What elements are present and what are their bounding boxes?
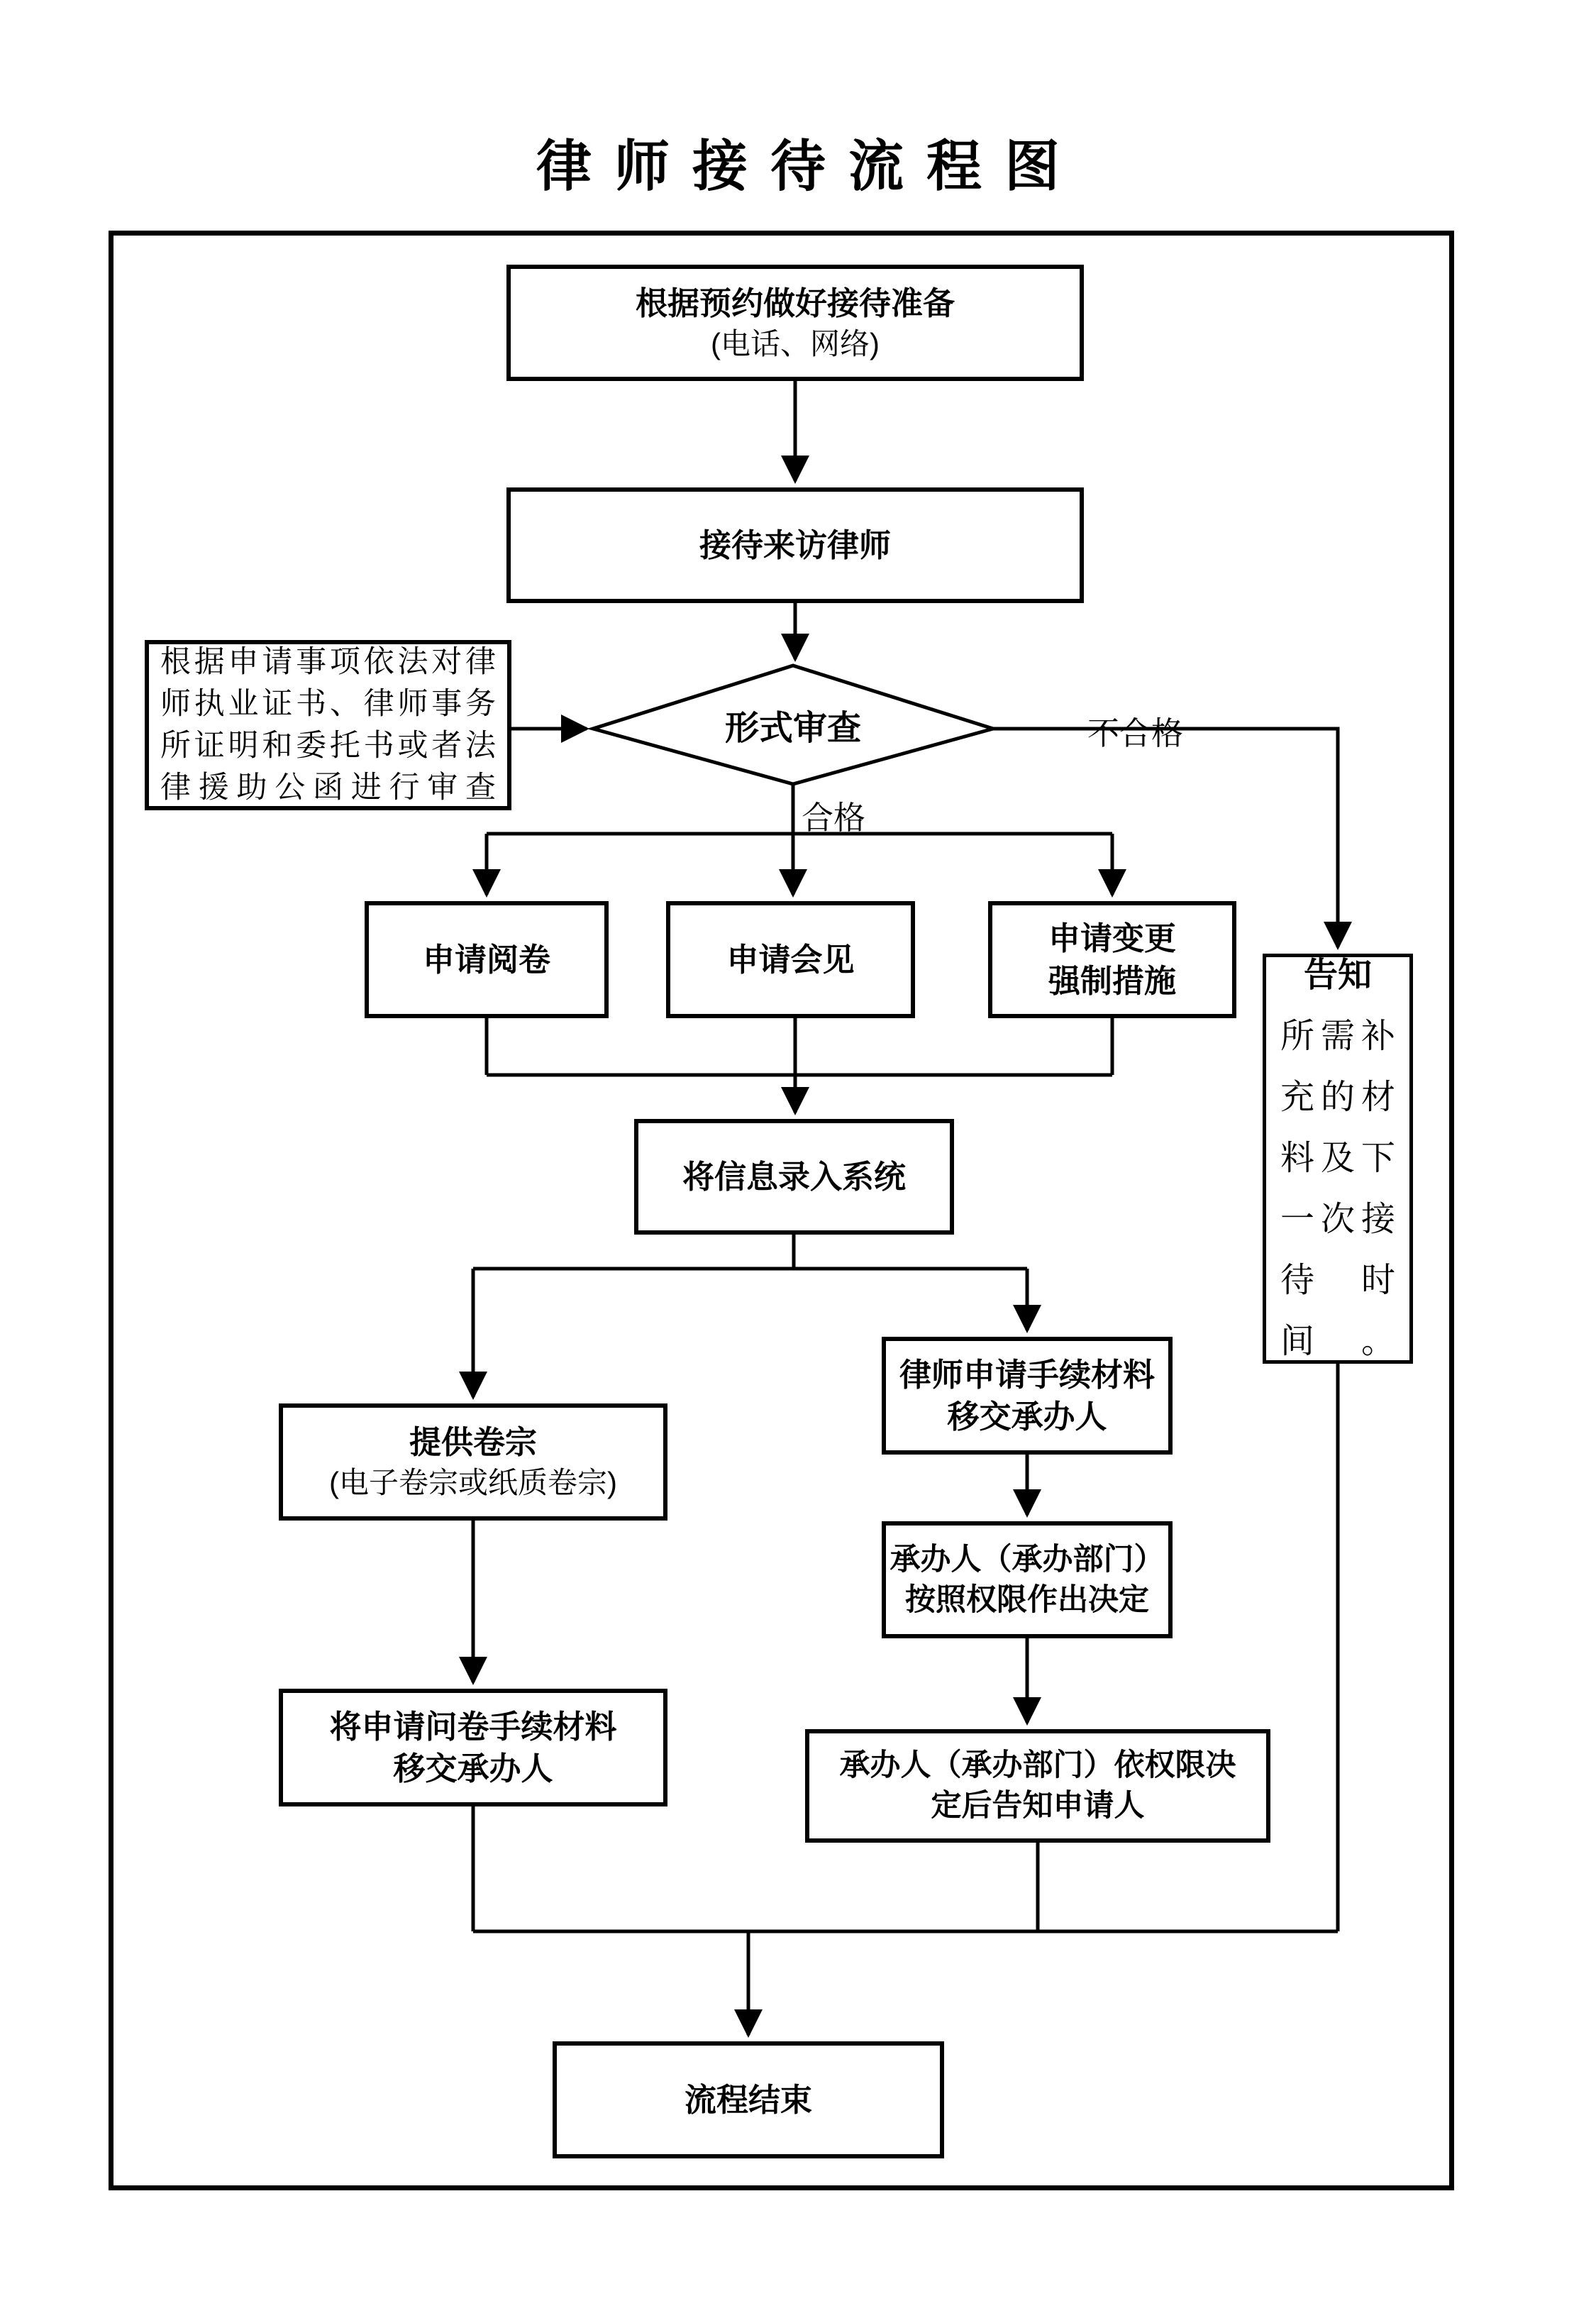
node-transfer-materials-line2: 移交承办人 bbox=[947, 1399, 1107, 1435]
inform-line: 待时间。 bbox=[1280, 1262, 1395, 1360]
node-notify-applicant bbox=[805, 1729, 1270, 1843]
page-title: 律师接待流程图 bbox=[536, 135, 1082, 197]
node-apply-change-line2: 强制措施 bbox=[1048, 962, 1176, 999]
node-end bbox=[553, 2041, 944, 2158]
node-inform bbox=[1263, 954, 1413, 1364]
node-apply-read-title: 申请阅卷 bbox=[422, 941, 550, 978]
node-transfer-application bbox=[279, 1689, 667, 1806]
node-end-title: 流程结束 bbox=[684, 2081, 812, 2118]
note-line: 师执业证书、律师事务 bbox=[160, 687, 496, 721]
node-authority-decision-line2: 按照权限作出决定 bbox=[905, 1582, 1149, 1617]
node-provide-file-subtitle: (电子卷宗或纸质卷宗) bbox=[329, 1466, 617, 1500]
edge-label-fail: 不合格 bbox=[1087, 715, 1184, 751]
node-formal-review-label: 形式审查 bbox=[724, 710, 861, 747]
node-prepare-title: 根据预约做好接待准备 bbox=[635, 285, 955, 321]
note-line: 所证明和委托书或者法 bbox=[160, 729, 496, 763]
inform-line: 一次接 bbox=[1280, 1201, 1395, 1238]
node-apply-change bbox=[988, 901, 1236, 1018]
node-transfer-application-line1: 将申请问卷手续材料 bbox=[329, 1708, 617, 1745]
node-apply-change-line1: 申请变更 bbox=[1048, 920, 1176, 957]
node-receive bbox=[506, 487, 1084, 603]
note-line: 律援助公函进行审查 bbox=[160, 771, 496, 805]
node-enter-system-title: 将信息录入系统 bbox=[682, 1158, 906, 1195]
node-authority-decision bbox=[882, 1521, 1173, 1638]
node-apply-read bbox=[365, 901, 609, 1018]
node-transfer-application-line2: 移交承办人 bbox=[393, 1750, 553, 1787]
node-review-note bbox=[145, 640, 511, 810]
node-apply-meet bbox=[666, 901, 915, 1018]
node-notify-applicant-line1: 承办人（承办部门）依权限决 bbox=[839, 1748, 1236, 1783]
node-prepare bbox=[506, 265, 1084, 381]
inform-line: 料及下 bbox=[1280, 1140, 1395, 1177]
node-inform-title: 告知 bbox=[1303, 956, 1372, 994]
inform-line: 充的材 bbox=[1280, 1078, 1395, 1116]
node-notify-applicant-line2: 定后告知申请人 bbox=[931, 1789, 1145, 1823]
inform-line: 所需补 bbox=[1280, 1017, 1395, 1055]
node-transfer-materials bbox=[882, 1337, 1173, 1455]
node-prepare-subtitle: (电话、网络) bbox=[711, 326, 880, 360]
node-provide-file bbox=[279, 1403, 667, 1521]
node-provide-file-title: 提供卷宗 bbox=[409, 1424, 537, 1461]
note-line: 根据申请事项依法对律 bbox=[160, 645, 496, 679]
node-authority-decision-line1: 承办人（承办部门） bbox=[890, 1542, 1165, 1577]
node-receive-title: 接待来访律师 bbox=[699, 526, 891, 563]
edge-label-pass: 合格 bbox=[802, 800, 866, 836]
node-enter-system bbox=[634, 1119, 954, 1235]
node-transfer-materials-line1: 律师申请手续材料 bbox=[899, 1356, 1155, 1393]
node-apply-meet-title: 申请会见 bbox=[726, 941, 855, 978]
